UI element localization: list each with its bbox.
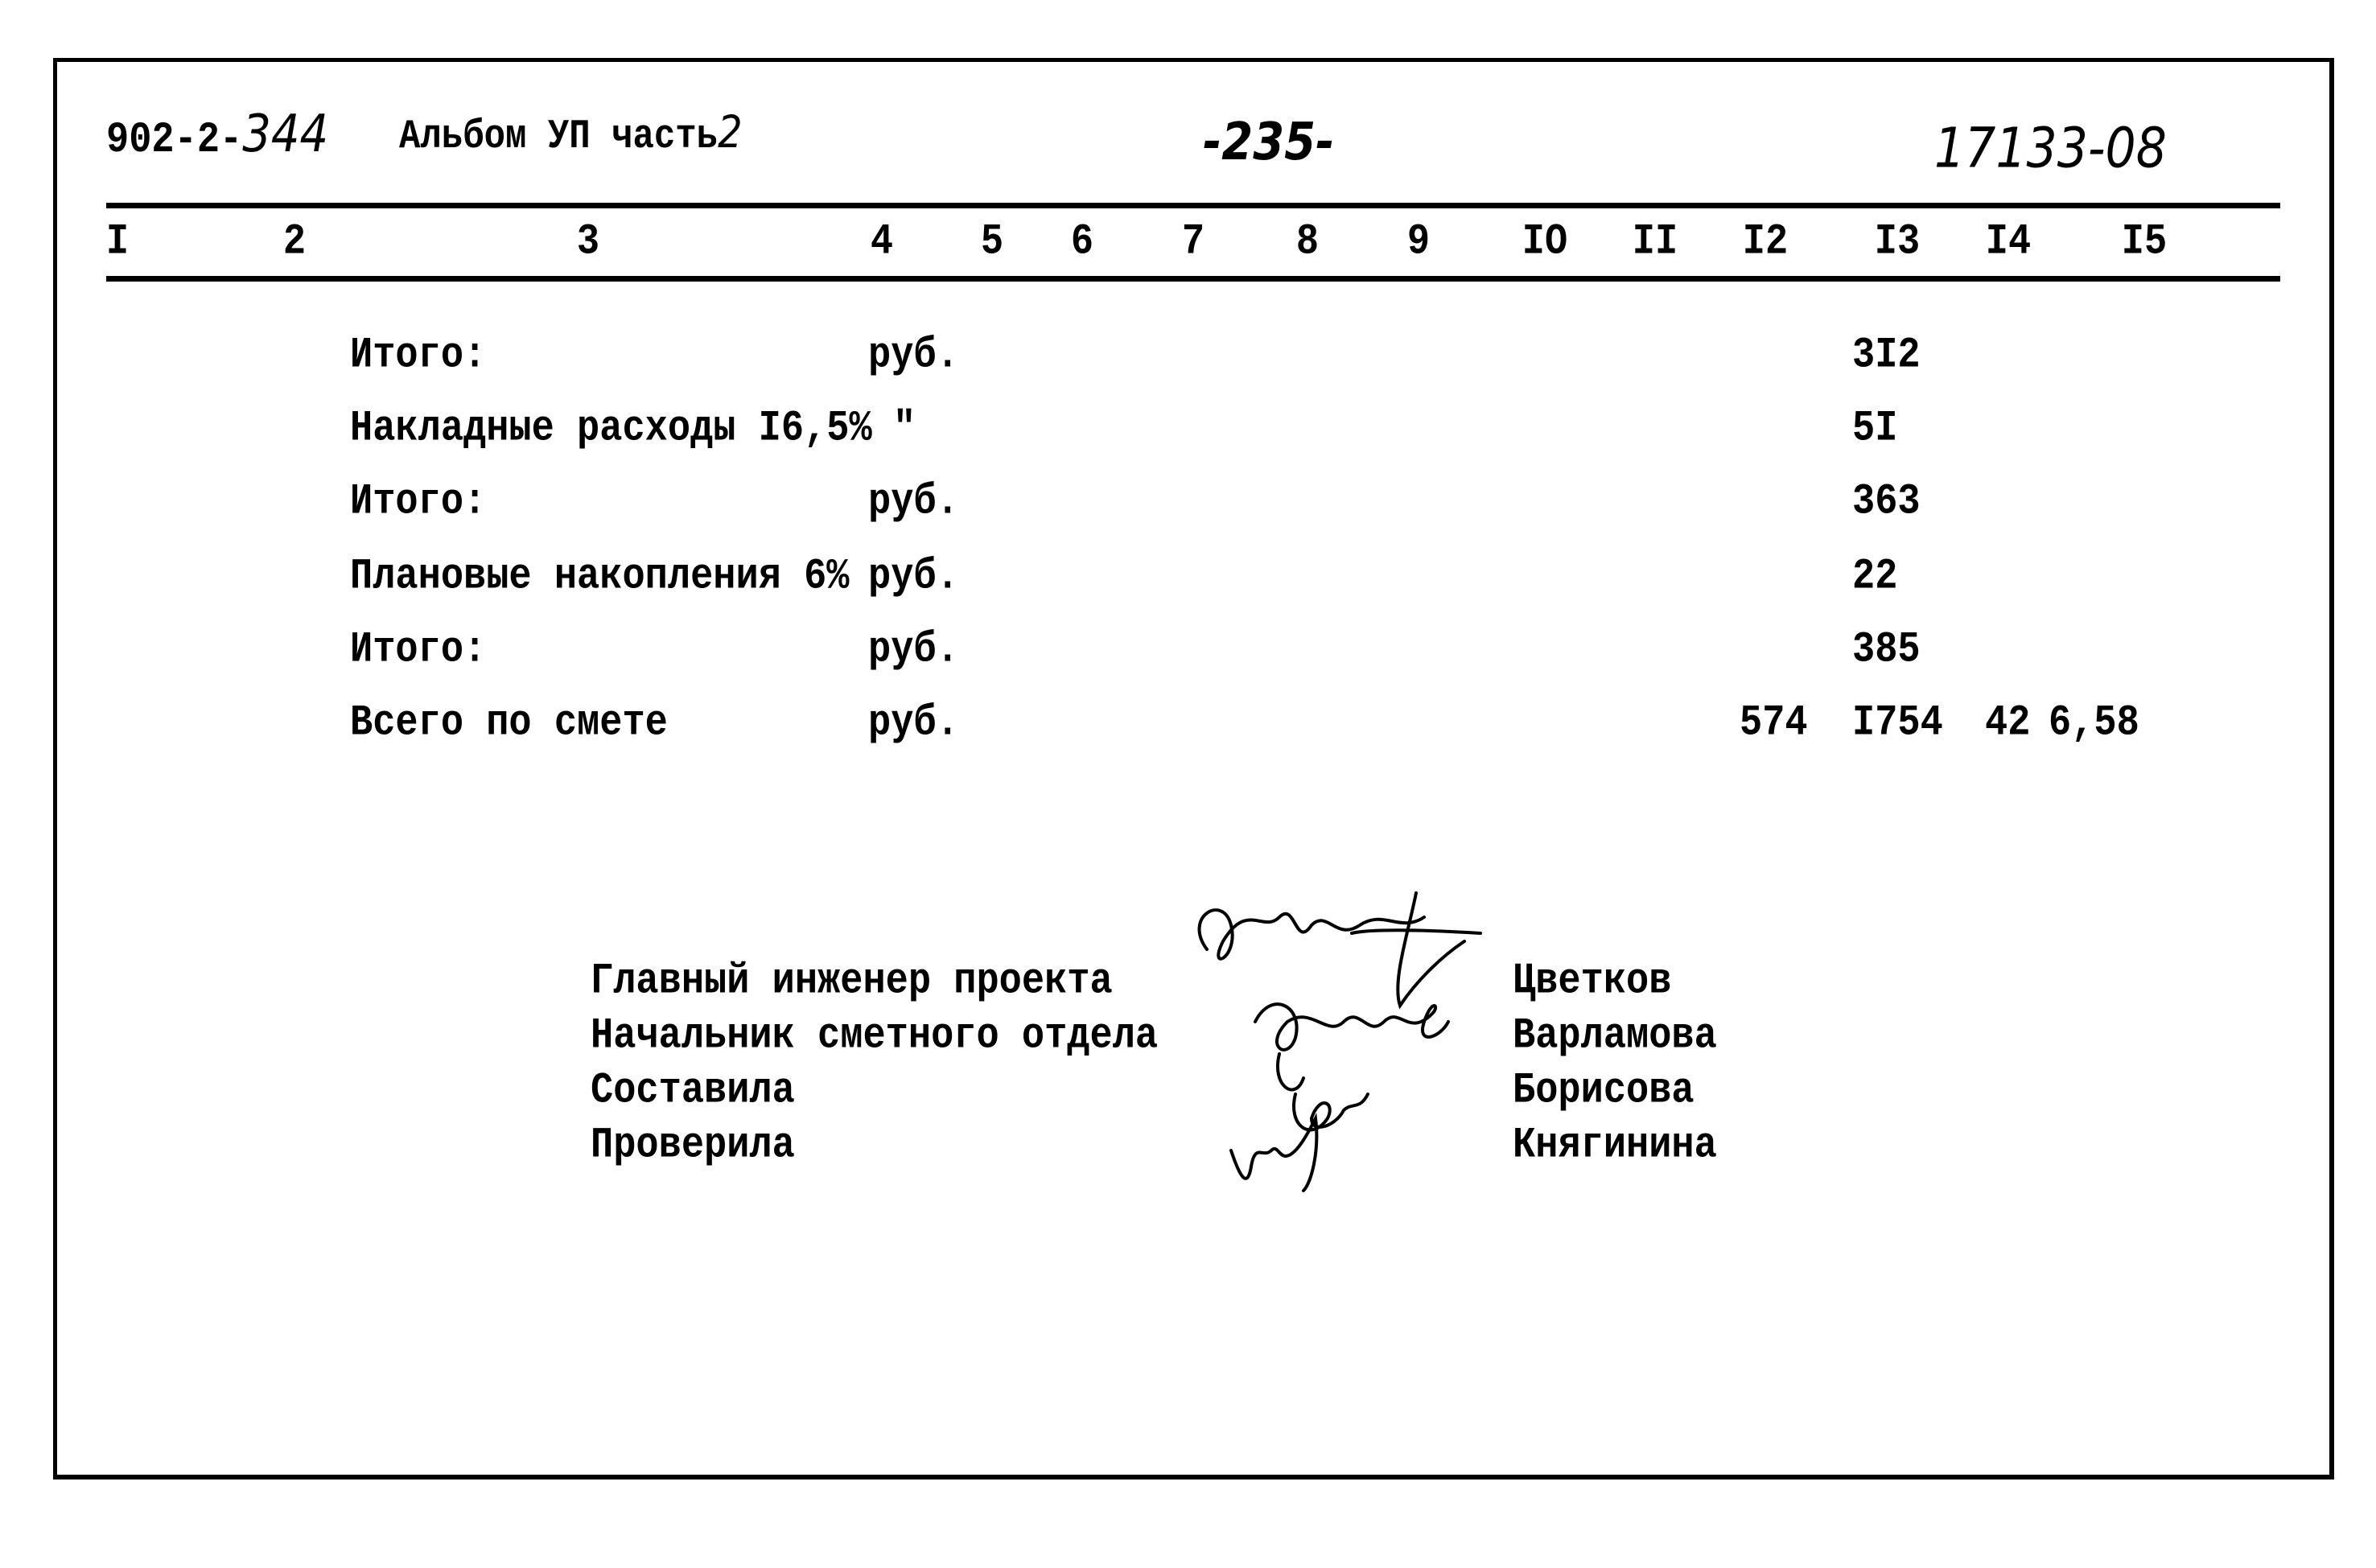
album-part: 2 [718, 106, 743, 158]
row-col13: 363 [1852, 478, 1921, 527]
signer-role: Главный инженер проекта [591, 957, 1113, 1006]
album-title [399, 106, 743, 161]
page-number: -235- [1203, 112, 1335, 172]
row-label: Плановые накопления 6% [350, 553, 850, 602]
column-number: 6 [1070, 218, 1094, 267]
row-unit: руб. [868, 331, 959, 381]
row-col13: 3I2 [1852, 331, 1921, 381]
row-unit: руб. [868, 553, 959, 602]
row-label: Накладные расходы I6,5% [350, 405, 872, 454]
row-col13: 385 [1852, 626, 1921, 675]
column-number: I4 [1985, 218, 2032, 267]
signer-name: Цветков [1513, 957, 1672, 1006]
page-border [53, 58, 2334, 1480]
row-unit: руб. [868, 478, 959, 527]
album-label: Альбом УП часть [399, 113, 719, 161]
column-number: II [1632, 218, 1678, 267]
signer-role: Проверила [591, 1121, 795, 1171]
row-col13: 5I [1852, 405, 1898, 454]
signer-name: Варламова [1513, 1012, 1717, 1061]
row-label: Итого: [350, 626, 487, 675]
row-unit: руб. [868, 626, 959, 675]
column-number: I [105, 218, 130, 267]
column-number: I3 [1874, 218, 1921, 267]
row-label: Всего по смете [350, 699, 668, 748]
row-label: Итого: [350, 478, 487, 527]
row-col15: 6,58 [2049, 699, 2139, 748]
column-number: I2 [1742, 218, 1789, 267]
table-top-rule [106, 203, 2280, 208]
registry-number: 17133-08 [1934, 116, 2167, 181]
doc-code-handwritten: 344 [242, 104, 329, 164]
column-number: 9 [1406, 218, 1431, 267]
column-number: 3 [576, 218, 600, 267]
row-col12: 574 [1740, 699, 1808, 748]
column-number: 8 [1295, 218, 1320, 267]
column-number: I5 [2121, 218, 2168, 267]
signer-role: Начальник сметного отдела [591, 1012, 1159, 1061]
column-number: 5 [980, 218, 1004, 267]
table-header-bottom-rule [106, 276, 2280, 282]
column-number: 7 [1181, 218, 1205, 267]
doc-code [106, 104, 329, 166]
column-number: 4 [870, 218, 894, 267]
row-unit: " [893, 405, 916, 454]
signer-name: Княгинина [1513, 1121, 1717, 1171]
row-col13: I754 [1852, 699, 1943, 748]
signer-name: Борисова [1513, 1067, 1694, 1116]
row-col14: 42 [1985, 699, 2031, 748]
row-label: Итого: [350, 331, 487, 381]
row-col13: 22 [1852, 553, 1898, 602]
signer-role: Составила [591, 1067, 795, 1116]
column-number: IO [1522, 218, 1568, 267]
handwritten-signatures [1175, 885, 1513, 1199]
doc-code-printed: 902-2- [106, 116, 243, 166]
column-number: 2 [282, 218, 307, 267]
row-unit: руб. [868, 699, 959, 748]
